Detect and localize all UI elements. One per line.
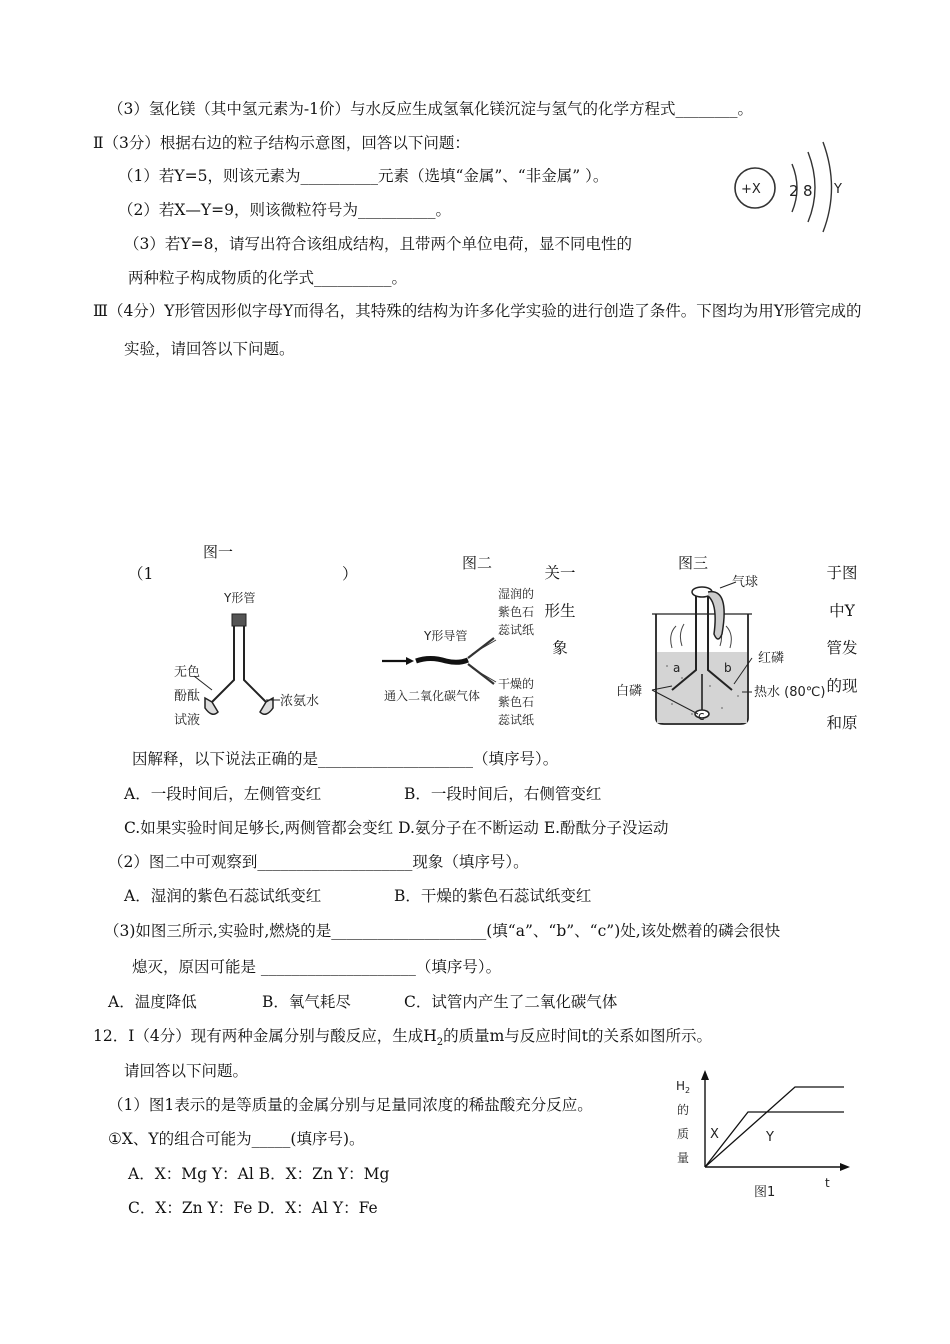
q1-right-column: 于图中Y管发的现和原 xyxy=(826,564,858,732)
line-10a: A．一段时间后，左侧管变红 xyxy=(124,785,322,803)
line-20: ①X、Y的组合可能为_____(填序号)。 xyxy=(108,1130,365,1148)
line-12: （2）图二中可观察到____________________现象（填序号）。 xyxy=(108,853,529,871)
fig3-balloon-label: 气球 xyxy=(732,575,759,590)
fig2-wet-2: 紫色石 xyxy=(498,605,535,619)
line-1: （3）氢化镁（其中氢元素为-1价）与水反应生成氢氧化镁沉淀与氢气的化学方程式________。 xyxy=(108,100,753,118)
q1-middle-column: 关一形生象 xyxy=(544,564,576,657)
figure-3-diagram xyxy=(612,574,826,734)
series-x-line xyxy=(705,1112,844,1167)
figure-3-title: 图三 xyxy=(678,554,709,572)
line-14: （3)如图三所示,实验时,燃烧的是____________________(填“a”、“b”、“c”)处,该处燃着的磷会很快 xyxy=(104,922,781,940)
line-11: C.如果实验时间足够长,两侧管都会变红 D.氨分子在不断运动 E.酚酞分子没运动 xyxy=(124,819,669,837)
q1-close-paren: ） xyxy=(342,565,358,583)
figure-2-title: 图二 xyxy=(462,554,493,572)
fig2-dry-2: 紫色石 xyxy=(498,695,535,709)
line-16c: C．试管内产生了二氧化碳气体 xyxy=(404,993,618,1011)
graph-y-label-4: 量 xyxy=(677,1151,690,1165)
line-16a: A．温度降低 xyxy=(108,993,197,1011)
series-y-line xyxy=(705,1087,844,1167)
shell-3-count: Y xyxy=(834,182,842,197)
line-2: Ⅱ（3分）根据右边的粒子结构示意图，回答以下问题： xyxy=(93,134,470,152)
fig1-right-label: 浓氨水 xyxy=(280,694,320,709)
line-9: 因解释，以下说法正确的是____________________（填序号）。 xyxy=(132,750,559,768)
h2-mass-graph xyxy=(668,1068,858,1203)
fig1-left-label-3: 试液 xyxy=(174,713,201,728)
q1-start: （1 xyxy=(128,565,154,583)
fig3-point-c: c xyxy=(698,709,705,723)
atom-structure-diagram xyxy=(730,136,860,224)
line-15: 熄灭，原因可能是 ____________________（填序号）。 xyxy=(132,958,502,976)
fig3-white-p-label: 白磷 xyxy=(616,684,643,699)
fig2-wet-3: 蕊试纸 xyxy=(498,623,535,637)
series-x-label: X xyxy=(710,1127,719,1142)
line-22: C．X：Zn Y：Fe D．X：Al Y：Fe xyxy=(128,1199,378,1217)
line-6: 两种粒子构成物质的化学式__________。 xyxy=(128,269,408,287)
graph-y-label-h: $H_2$ xyxy=(676,1079,691,1095)
fig2-gas-label: 通入二氧化碳气体 xyxy=(384,689,481,703)
fig1-tube-label: Y形管 xyxy=(224,591,256,605)
line-18: 请回答以下问题。 xyxy=(124,1062,249,1080)
line-13a: A．湿润的紫色石蕊试纸变红 xyxy=(124,887,322,905)
fig2-wet-1: 湿润的 xyxy=(498,587,535,601)
fig3-red-p-label: 红磷 xyxy=(758,651,785,666)
fig3-water-label: 热水 (80℃) xyxy=(754,685,826,700)
line-10b: B．一段时间后，右侧管变红 xyxy=(404,785,602,803)
line-8: 实验，请回答以下问题。 xyxy=(124,340,295,358)
line-7: Ⅲ（4分）Y形管因形似字母Y而得名，其特殊的结构为许多化学实验的进行创造了条件。下图均为用Y形管完成的 xyxy=(93,302,862,320)
line-17: 12．Ⅰ（4分）现有两种金属分别与酸反应，生成$H_2$的质量m与反应时间t的关系如图所示。 xyxy=(93,1027,713,1049)
line-19: （1）图1表示的是等质量的金属分别与足量同浓度的稀盐酸充分反应。 xyxy=(108,1096,593,1114)
fig1-left-label-1: 无色 xyxy=(174,665,201,680)
figure-2-diagram xyxy=(380,580,545,740)
fig2-tube-label: Y形导管 xyxy=(424,629,468,643)
fig3-point-a: a xyxy=(673,661,681,675)
graph-y-label-2: 的 xyxy=(677,1103,690,1117)
fig2-dry-1: 干燥的 xyxy=(498,677,535,691)
line-5: （3）若Y=8，请写出符合该组成结构，且带两个单位电荷，显不同电性的 xyxy=(124,235,632,253)
shell-1-count: 2 xyxy=(789,182,799,200)
line-4: （2）若X—Y=9，则该微粒符号为__________。 xyxy=(118,201,451,219)
nucleus-charge: +X xyxy=(741,182,761,197)
figure-1-title: 图一 xyxy=(203,543,234,561)
figure-1-diagram xyxy=(172,588,362,733)
line-3: （1）若Y=5，则该元素为__________元素（选填“金属”、“非金属” ）。 xyxy=(118,167,609,185)
fig2-dry-3: 蕊试纸 xyxy=(498,713,535,727)
line-21: A．X：Mg Y：Al B．X：Zn Y：Mg xyxy=(128,1165,390,1183)
fig3-point-b: b xyxy=(724,661,732,675)
line-16b: B．氧气耗尽 xyxy=(262,993,351,1011)
fig1-left-label-2: 酚酞 xyxy=(174,689,201,704)
line-13b: B．干燥的紫色石蕊试纸变红 xyxy=(394,887,592,905)
graph-caption: 图1 xyxy=(754,1185,776,1200)
graph-y-label-3: 质 xyxy=(677,1127,690,1141)
graph-x-label: t xyxy=(825,1176,830,1190)
series-y-label: Y xyxy=(766,1130,774,1145)
shell-2-count: 8 xyxy=(803,182,813,200)
